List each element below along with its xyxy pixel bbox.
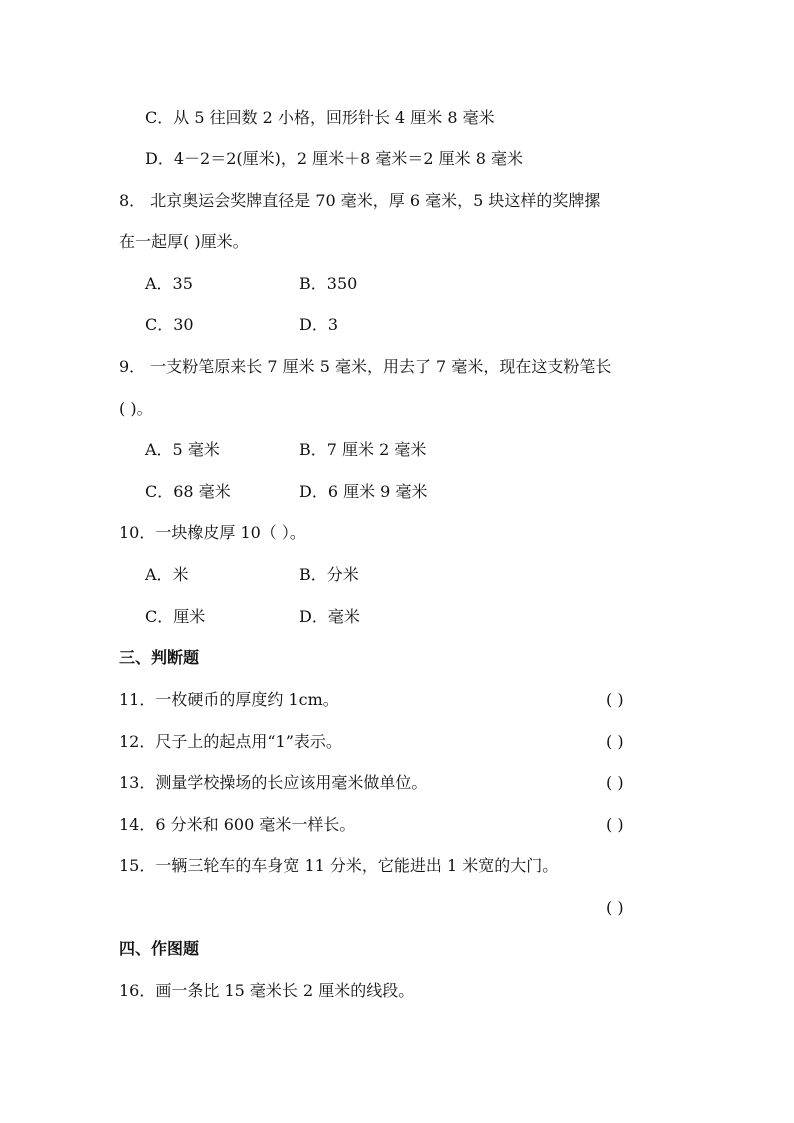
- q9-option-c: C．68 毫米: [145, 482, 231, 501]
- q8-option-a: A．35: [145, 274, 193, 293]
- q10-option-a: A．米: [145, 565, 189, 584]
- q9-option-b: B．7 厘米 2 毫米: [299, 440, 427, 459]
- q16-text: 16．画一条比 15 毫米长 2 厘米的线段。: [119, 981, 415, 1000]
- q10-option-b: B．分米: [299, 565, 359, 584]
- q10-option-d: D．毫米: [299, 607, 360, 626]
- q8-option-c: C．30: [145, 315, 194, 334]
- q10-stem: 10．一块橡皮厚 10（ ）。: [119, 523, 306, 542]
- q12-text: 12．尺子上的起点用“1”表示。: [119, 732, 342, 751]
- q9-stem-line2: ( )。: [119, 399, 153, 418]
- q9-option-d: D．6 厘米 9 毫米: [299, 482, 428, 501]
- q15-text: 15．一辆三轮车的车身宽 11 分米，它能进出 1 米宽的大门。: [119, 856, 559, 875]
- q7-option-c: C．从 5 往回数 2 小格，回形针长 4 厘米 8 毫米: [145, 108, 495, 127]
- q8-option-d: D．3: [299, 315, 339, 334]
- q11-answer-blank: ( ): [606, 690, 624, 709]
- q9-option-a: A．5 毫米: [145, 440, 220, 459]
- q7-option-d: D．4－2＝2(厘米)，2 厘米＋8 毫米＝2 厘米 8 毫米: [145, 149, 524, 168]
- q13-answer-blank: ( ): [606, 773, 624, 792]
- q13-text: 13．测量学校操场的长应该用毫米做单位。: [119, 773, 428, 792]
- q14-answer-blank: ( ): [606, 815, 624, 834]
- q8-option-b: B．350: [299, 274, 358, 293]
- q8-stem-line2: 在一起厚( )厘米。: [119, 232, 249, 251]
- q9-stem-line1: 9． 一支粉笔原来长 7 厘米 5 毫米，用去了 7 毫米，现在这支粉笔长: [119, 357, 612, 376]
- q15-answer-blank: ( ): [606, 898, 624, 917]
- section3-title: 三、判断题: [119, 648, 200, 667]
- q10-option-c: C．厘米: [145, 607, 206, 626]
- q8-stem-line1: 8． 北京奥运会奖牌直径是 70 毫米，厚 6 毫米，5 块这样的奖牌摞: [119, 191, 601, 210]
- q14-text: 14．6 分米和 600 毫米一样长。: [119, 815, 356, 834]
- q11-text: 11．一枚硬币的厚度约 1cm。: [119, 690, 339, 709]
- section4-title: 四、作图题: [119, 939, 200, 958]
- q12-answer-blank: ( ): [606, 732, 624, 751]
